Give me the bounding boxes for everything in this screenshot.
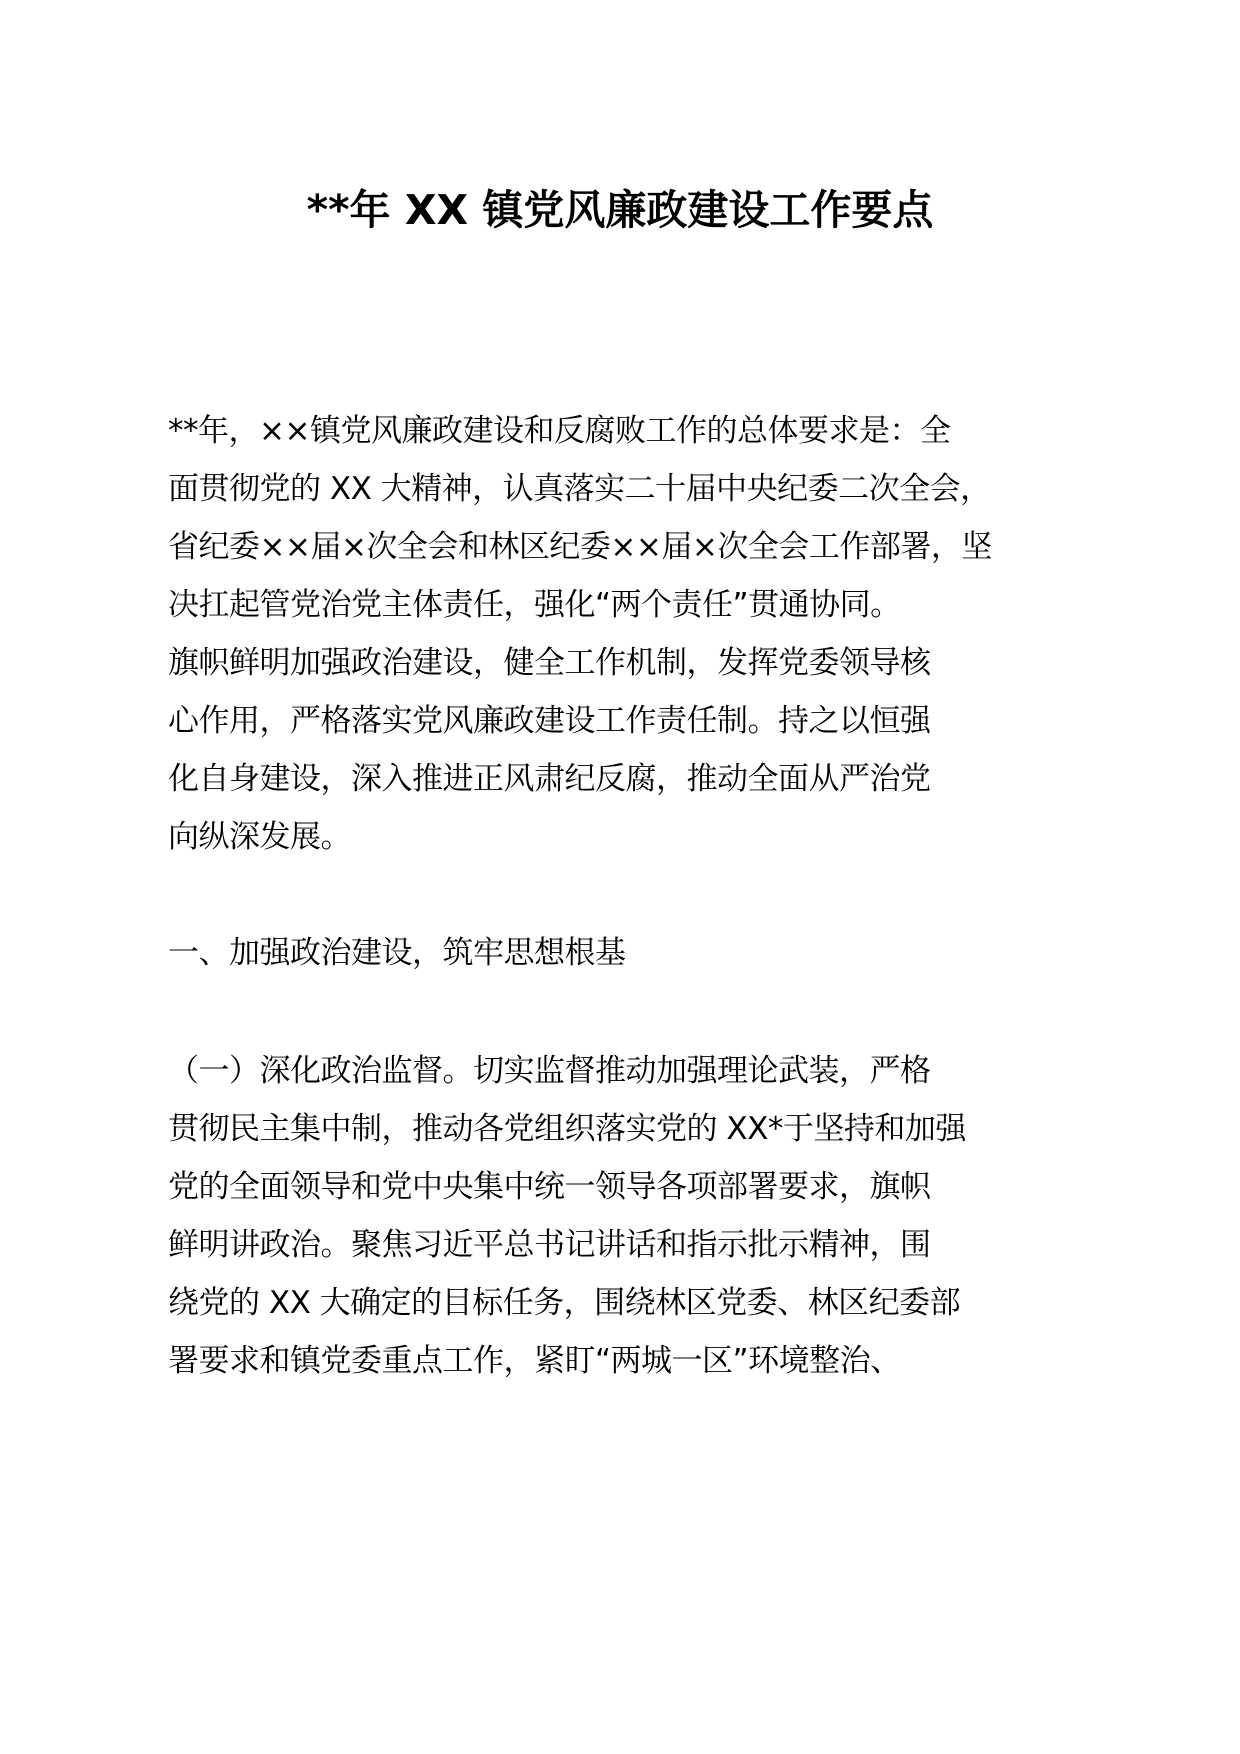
paragraph-line: 省纪委××届×次全会和林区纪委××届×次全会工作部署，坚 [168, 529, 992, 565]
section-heading-text: 一、加强政治建设，筑牢思想根基 [168, 935, 626, 971]
intro-paragraph [168, 402, 1088, 866]
paragraph-line: 化自身建设，深入推进正风肃纪反腐，推动全面从严治党 [168, 761, 931, 797]
paragraph-line: 心作用，严格落实党风廉政建设工作责任制。持之以恒强 [168, 703, 931, 739]
document-title: **年 XX 镇党风廉政建设工作要点 [306, 186, 934, 234]
paragraph-line: （一）深化政治监督。切实监督推动加强理论武装，严格 [168, 1053, 931, 1089]
paragraph-line: 贯彻民主集中制，推动各党组织落实党的 XX*于坚持和加强 [168, 1111, 966, 1147]
paragraph-line: 旗帜鲜明加强政治建设，健全工作机制，发挥党委领导核 [168, 645, 931, 681]
paragraph-line: 署要求和镇党委重点工作，紧盯“两城一区”环境整治、 [168, 1343, 901, 1379]
paragraph-line: 决扛起管党治党主体责任，强化“两个责任”贯通协同。 [168, 587, 901, 623]
paragraph-line: 鲜明讲政治。聚焦习近平总书记讲话和指示批示精神，围 [168, 1227, 931, 1263]
subsection-paragraph [168, 1042, 1088, 1390]
paragraph-line: 向纵深发展。 [168, 819, 351, 855]
paragraph-line: **年，××镇党风廉政建设和反腐败工作的总体要求是：全 [168, 413, 951, 449]
section-heading [168, 924, 1088, 982]
paragraph-line: 面贯彻党的 XX 大精神，认真落实二十届中央纪委二次全会， [168, 471, 991, 507]
paragraph-line: 党的全面领导和党中央集中统一领导各项部署要求，旗帜 [168, 1169, 931, 1205]
paragraph-line: 绕党的 XX 大确定的目标任务，围绕林区党委、林区纪委部 [168, 1285, 961, 1321]
